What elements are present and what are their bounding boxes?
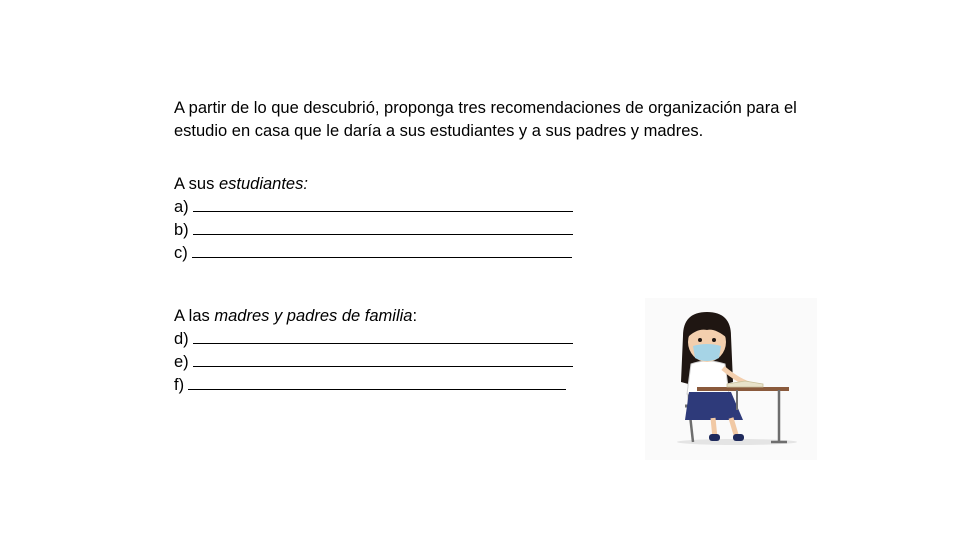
item-label-b: b): [174, 221, 189, 239]
item-label-c: c): [174, 244, 188, 262]
item-label-e: e): [174, 353, 189, 371]
shoe-right: [733, 434, 744, 441]
eye-left: [698, 338, 702, 342]
item-label-a: a): [174, 198, 189, 216]
skirt: [685, 392, 743, 420]
eye-right: [712, 338, 716, 342]
students-heading-emphasis: estudiantes:: [218, 175, 308, 193]
blank-line-f[interactable]: [188, 375, 566, 390]
blank-line-a[interactable]: [193, 197, 573, 212]
students-heading-prefix: A sus: [174, 175, 219, 193]
shoe-left: [709, 434, 720, 441]
blank-line-b[interactable]: [193, 220, 573, 235]
blank-line-c[interactable]: [192, 243, 572, 258]
parents-heading-prefix: A las: [174, 307, 215, 325]
intro-paragraph: A partir de lo que descubrió, proponga tres recomendaciones de organización para el estudio en casa que le daría a sus estudiantes y a sus padres y madres.: [174, 99, 797, 140]
student-at-desk-illustration: [645, 298, 817, 460]
parents-heading-suffix: :: [412, 307, 418, 325]
item-label-d: d): [174, 330, 189, 348]
student-illustration-svg: [645, 298, 817, 460]
students-heading: [174, 173, 814, 196]
item-label-f: f): [174, 376, 185, 394]
answer-line-b: [174, 219, 814, 242]
blank-line-d[interactable]: [193, 329, 573, 344]
answer-line-c: [174, 242, 814, 265]
students-section: [174, 173, 814, 265]
parents-heading-emphasis: madres y padres de familia: [214, 307, 413, 325]
blank-line-e[interactable]: [193, 352, 573, 367]
answer-line-a: [174, 196, 814, 219]
face-mask: [693, 344, 721, 361]
